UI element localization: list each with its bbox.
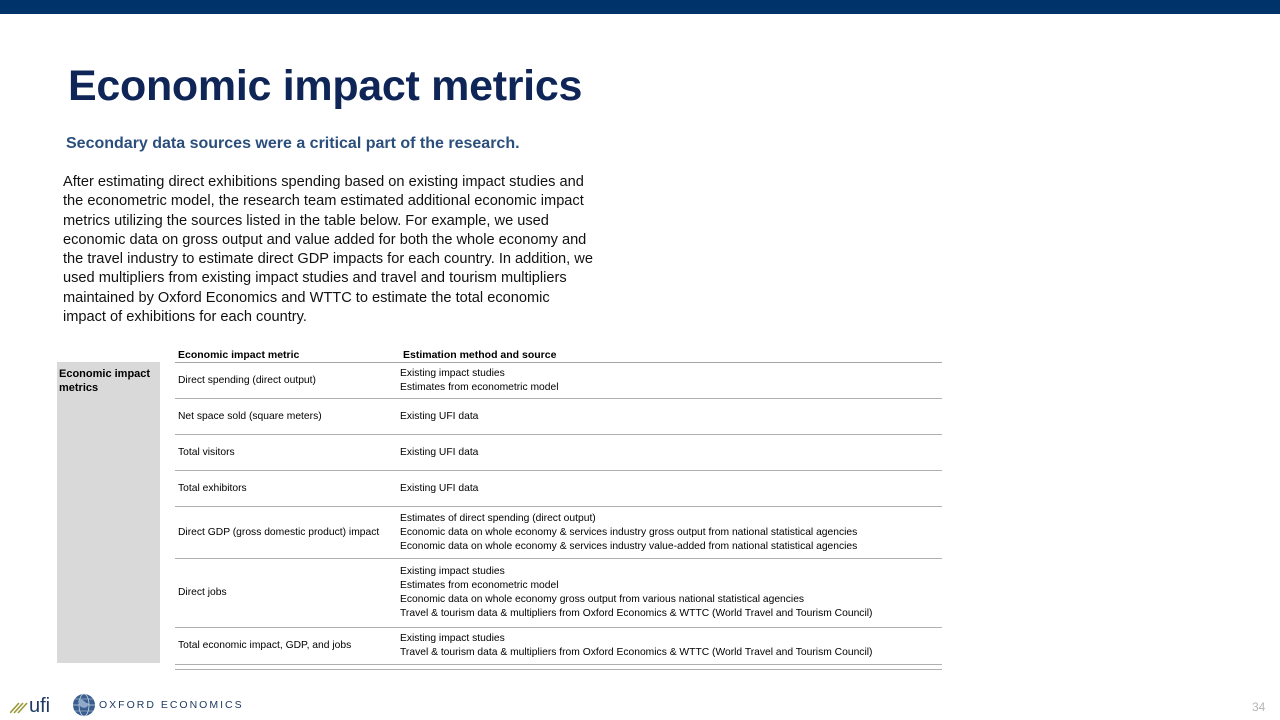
ufi-stripes-icon <box>10 703 27 713</box>
table-side-cell <box>57 362 160 663</box>
method-cell <box>400 632 942 660</box>
column-header-method: Estimation method and source <box>403 349 557 361</box>
metric-cell: Total exhibitors <box>178 482 247 494</box>
top-bar <box>0 0 1280 14</box>
method-line: Existing UFI data <box>400 482 479 494</box>
method-cell <box>400 482 942 496</box>
table-bottom-divider <box>175 669 942 670</box>
intro-paragraph: After estimating direct exhibitions spending based on existing impact studies and the econometric model, the research team estimated additional economic impact metrics utilizing the sources listed in the table below. For example, we used economic data on gross output and value added for both the whole economy and the travel industry to estimate direct GDP impacts for each country. In addition, we used multipliers from existing impact studies and travel and tourism multipliers maintained by Oxford Economics and WTTC to estimate the total economic impact of exhibitions for each country. <box>63 174 593 326</box>
column-header-metric: Economic impact metric <box>178 349 300 361</box>
method-line: Estimates from econometric model <box>400 580 559 591</box>
method-line: Economic data on whole economy & services industry gross output from national statistical agencies <box>400 526 858 538</box>
method-line: Existing impact studies <box>400 367 505 379</box>
metric-cell: Total visitors <box>178 446 235 458</box>
metric-cell: Direct spending (direct output) <box>178 374 316 386</box>
method-line: Existing impact studies <box>400 566 505 577</box>
table-row <box>175 471 942 507</box>
method-line: Economic data on whole economy & services industry value-added from national statistical agencies <box>400 540 858 552</box>
method-line: Travel & tourism data & multipliers from Oxford Economics & WTTC (World Travel and Tourism Council) <box>400 608 873 619</box>
table-row <box>175 507 942 559</box>
page-title: Economic impact metrics <box>68 62 583 110</box>
method-line: Estimates from econometric model <box>400 381 559 393</box>
method-line: Existing UFI data <box>400 410 479 422</box>
method-line: Existing UFI data <box>400 446 479 458</box>
method-cell <box>400 446 942 460</box>
method-line: Existing impact studies <box>400 633 505 644</box>
page-subtitle: Secondary data sources were a critical part of the research. <box>66 135 520 152</box>
ufi-logo-text: ufi <box>29 695 51 716</box>
metric-cell: Direct GDP (gross domestic product) impact <box>178 526 380 538</box>
table-row <box>175 435 942 471</box>
oxford-economics-logo-text: OXFORD ECONOMICS <box>99 699 244 711</box>
metrics-table <box>57 346 942 671</box>
globe-icon <box>72 693 96 717</box>
table-row <box>175 628 942 665</box>
table-side-label: Economic impact metrics <box>59 368 151 394</box>
table-rows <box>175 363 942 665</box>
page-number: 34 <box>1252 700 1266 714</box>
method-line: Travel & tourism data & multipliers from Oxford Economics & WTTC (World Travel and Tourism Council) <box>400 647 873 658</box>
method-line: Economic data on whole economy gross output from various national statistical agencies <box>400 594 805 605</box>
metric-cell: Direct jobs <box>178 587 227 598</box>
method-cell <box>400 512 942 554</box>
method-line: Estimates of direct spending (direct output) <box>400 512 596 524</box>
metric-cell: Total economic impact, GDP, and jobs <box>178 640 352 651</box>
metric-cell: Net space sold (square meters) <box>178 410 322 422</box>
table-row <box>175 399 942 435</box>
table-row <box>175 559 942 628</box>
method-cell <box>400 565 942 621</box>
ufi-logo <box>10 692 62 716</box>
method-cell <box>400 410 942 424</box>
table-row <box>175 363 942 399</box>
method-cell <box>400 367 942 395</box>
